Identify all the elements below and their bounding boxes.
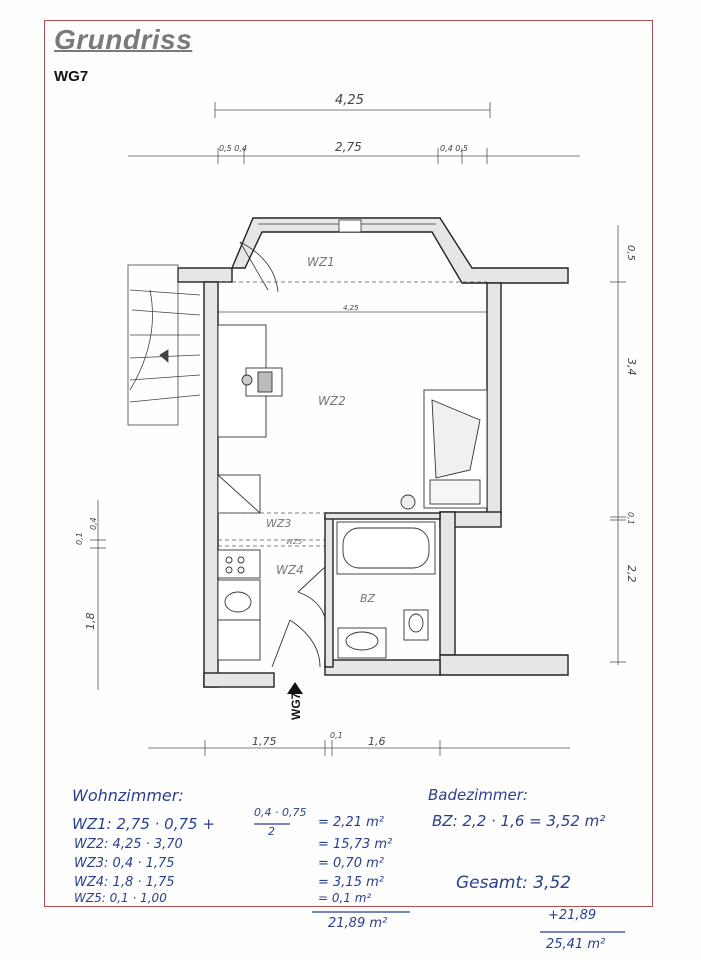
dim-top-left: 0,5 0,4 [219, 144, 247, 153]
wz5-calculation: WZ5: 0,1 · 1,00 [74, 891, 167, 905]
room-label-bz: BZ [360, 592, 376, 605]
wohnzimmer-heading: Wohnzimmer: [72, 786, 184, 805]
doors [272, 567, 325, 667]
dim-top-mid: 2,75 [335, 140, 362, 154]
room-label-wz3: WZ3 [266, 517, 292, 530]
wz2-result: = 15,73 m² [318, 837, 393, 852]
dim-right-3: 0,1 [626, 512, 635, 525]
wz1-calculation: WZ1: 2,75 · 0,75 + [72, 815, 215, 833]
apartment-label: WG7 [54, 68, 89, 85]
wz1-result: = 2,21 m² [318, 815, 384, 830]
dim-inner-width: 4,25 [343, 304, 359, 312]
dim-left-1: 0,1 [75, 532, 84, 545]
wz1-fraction-denominator: 2 [268, 825, 275, 838]
wz3-result: = 0,70 m² [318, 856, 384, 871]
wz4-result: = 3,15 m² [318, 875, 384, 890]
wohnzimmer-total: 21,89 m² [328, 916, 388, 931]
page-title: Grundriss [54, 24, 193, 55]
entrance-arrow-icon [287, 682, 303, 694]
dim-bottom-3: 1,6 [368, 735, 386, 748]
room-label-wz4: WZ4 [276, 563, 304, 577]
room-label-wz5: WZ5 [286, 538, 303, 546]
dim-right-1: 0,5 [625, 245, 636, 261]
stairs [128, 265, 200, 425]
entrance-label: WG7 [289, 692, 303, 720]
dim-bottom-1: 1,75 [252, 735, 277, 748]
wz3-calculation: WZ3: 0,4 · 1,75 [74, 856, 175, 871]
room-label-wz2: WZ2 [318, 394, 346, 408]
wz4-calculation: WZ4: 1,8 · 1,75 [74, 875, 175, 890]
dim-bottom-2: 0,1 [330, 731, 343, 740]
wz2-calculation: WZ2: 4,25 · 3,70 [74, 837, 183, 852]
dim-top-right: 0,4 0,5 [440, 144, 468, 153]
wz1-fraction-numerator: 0,4 · 0,75 [254, 806, 307, 819]
plus-wohnzimmer-value: +21,89 [548, 908, 597, 923]
dim-right-2: 3,4 [625, 358, 638, 376]
gesamt-label: Gesamt: 3,52 [456, 873, 572, 893]
badezimmer-heading: Badezimmer: [428, 786, 528, 804]
bz-calculation: BZ: 2,2 · 1,6 = 3,52 m² [432, 812, 606, 830]
room-label-wz1: WZ1 [307, 255, 335, 269]
dim-left-3: 1,8 [84, 612, 97, 630]
dim-top-total: 4,25 [335, 93, 364, 108]
grand-total: 25,41 m² [546, 937, 606, 952]
dim-right-4: 2,2 [625, 565, 638, 583]
dim-left-2: 0,4 [89, 517, 98, 530]
wz5-result: = 0,1 m² [318, 891, 372, 905]
